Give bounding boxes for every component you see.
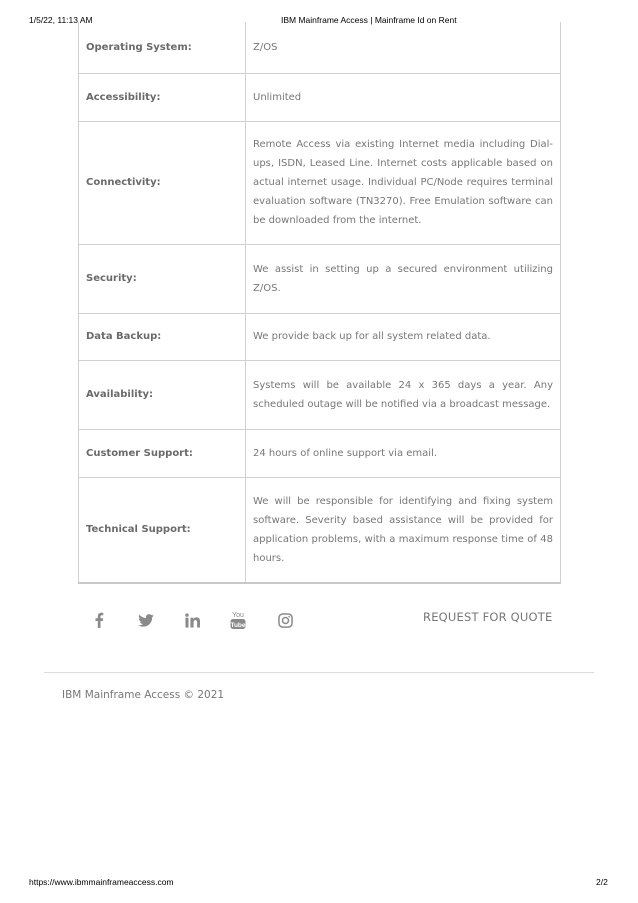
table-row (79, 121, 561, 244)
request-quote-button[interactable]: REQUEST FOR QUOTE (423, 610, 553, 624)
print-datetime: 1/5/22, 11:13 AM (29, 15, 93, 25)
twitter-icon[interactable] (135, 608, 157, 632)
row-value-technical-support: We will be responsible for identifying and fixing system software. Severity based assistance will be provided for application problems, with a maximum response time of 48 hours. (246, 477, 561, 583)
table-row (79, 22, 561, 73)
table-row (79, 477, 561, 583)
table-row (79, 244, 561, 313)
table-row (79, 73, 561, 121)
row-value-accessibility: Unlimited (246, 73, 561, 121)
row-label-connectivity: Connectivity: (79, 121, 246, 244)
row-value-customer-support: 24 hours of online support via email. (246, 429, 561, 477)
row-label-technical-support: Technical Support: (79, 477, 246, 583)
row-label-security: Security: (79, 244, 246, 313)
youtube-icon[interactable] (227, 608, 249, 632)
row-label-customer-support: Customer Support: (79, 429, 246, 477)
print-footer (0, 877, 638, 891)
spec-table (78, 22, 561, 584)
footer-divider (44, 672, 594, 673)
row-value-security: We assist in setting up a secured environment utilizing Z/OS. (246, 244, 561, 313)
print-page-number: 2/2 (596, 877, 608, 887)
row-label-data-backup: Data Backup: (79, 313, 246, 360)
print-page-title: IBM Mainframe Access | Mainframe Id on Rent (281, 15, 457, 25)
row-value-data-backup: We provide back up for all system related data. (246, 313, 561, 360)
table-row (79, 429, 561, 477)
row-value-availability: Systems will be available 24 x 365 days a year. Any scheduled outage will be notified via a broadcast message. (246, 360, 561, 429)
facebook-icon[interactable] (88, 608, 110, 632)
row-label-accessibility: Accessibility: (79, 73, 246, 121)
youtube-text-top: You (232, 612, 244, 619)
table-row (79, 313, 561, 360)
row-label-operating-system: Operating System: (79, 22, 246, 73)
row-label-availability: Availability: (79, 360, 246, 429)
print-url: https://www.ibmmainframeaccess.com (29, 877, 174, 887)
table-row (79, 360, 561, 429)
youtube-text-bottom: Tube (230, 622, 246, 629)
row-value-connectivity: Remote Access via existing Internet media including Dial-ups, ISDN, Leased Line. Internet costs applicable based on actual internet usage. Individual PC/Node requires terminal evaluation software (TN3270). Free Emulation software can be downloaded from the internet. (246, 121, 561, 244)
linkedin-icon[interactable] (181, 608, 203, 632)
row-value-operating-system: Z/OS (246, 22, 561, 73)
instagram-icon[interactable] (274, 608, 296, 632)
copyright-text: IBM Mainframe Access © 2021 (62, 689, 225, 701)
